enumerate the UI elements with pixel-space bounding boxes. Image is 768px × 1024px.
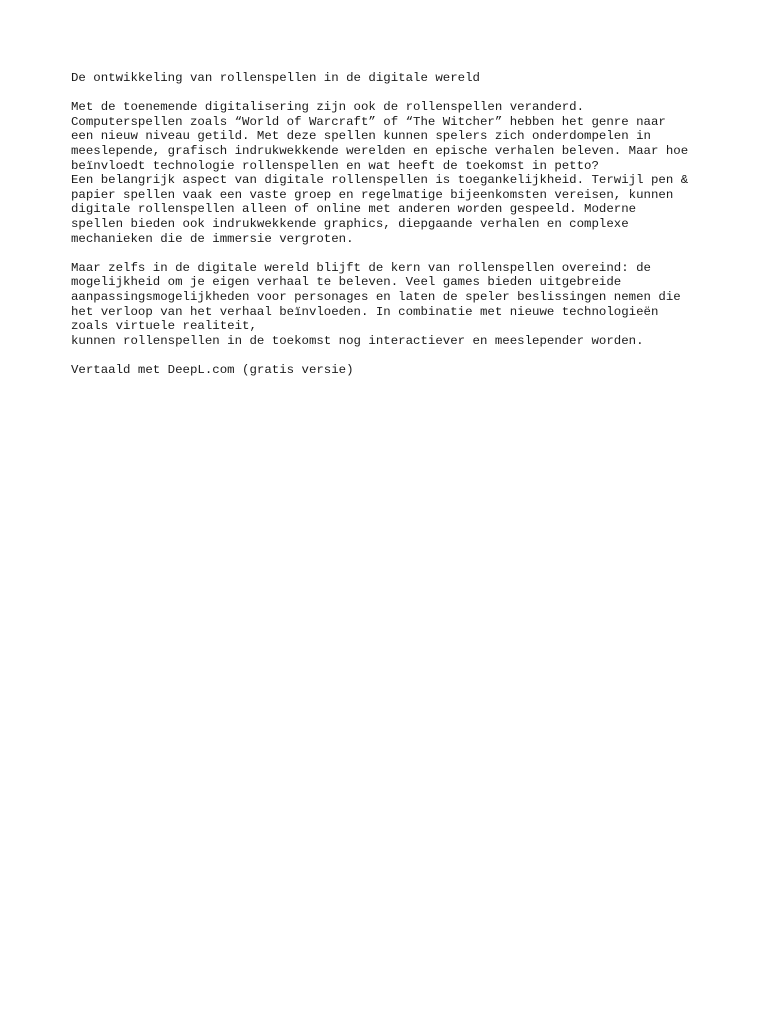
paragraph-line: Een belangrijk aspect van digitale rollenspellen is toegankelijkheid. Terwijl pen & bbox=[71, 173, 689, 188]
document-title: De ontwikkeling van rollenspellen in de digitale wereld bbox=[71, 71, 480, 85]
document-body bbox=[71, 71, 721, 377]
paragraph-line: mogelijkheid om je eigen verhaal te beleven. Veel games bieden uitgebreide bbox=[71, 275, 622, 290]
paragraph-1 bbox=[71, 100, 721, 246]
paragraph-line: zoals virtuele realiteit, bbox=[71, 319, 257, 334]
paragraph-line: mechanieken die de immersie vergroten. bbox=[71, 231, 354, 246]
paragraph-line: digitale rollenspellen alleen of online met anderen worden gespeeld. Moderne bbox=[71, 202, 637, 217]
paragraph-line: Maar zelfs in de digitale wereld blijft de kern van rollenspellen overeind: de bbox=[71, 260, 651, 275]
paragraph-line: een nieuw niveau getild. Met deze spellen kunnen spelers zich onderdompelen in bbox=[71, 129, 651, 144]
paragraph-2 bbox=[71, 261, 721, 349]
paragraph-line: beïnvloedt technologie rollenspellen en wat heeft de toekomst in petto? bbox=[71, 158, 599, 173]
paragraph-line: kunnen rollenspellen in de toekomst nog interactiever en meeslepender worden. bbox=[71, 333, 644, 348]
paragraph-line: het verloop van het verhaal beïnvloeden. In combinatie met nieuwe technologieën bbox=[71, 304, 659, 319]
paragraph-gap bbox=[71, 246, 721, 261]
paragraph-gap bbox=[71, 86, 721, 101]
paragraph-line: Computerspellen zoals “World of Warcraft” of “The Witcher” hebben het genre naar bbox=[71, 114, 666, 129]
translation-footer: Vertaald met DeepL.com (gratis versie) bbox=[71, 362, 354, 377]
paragraph-line: meeslepende, grafisch indrukwekkende werelden en epische verhalen beleven. Maar hoe bbox=[71, 143, 689, 158]
paragraph-line: papier spellen vaak een vaste groep en regelmatige bijeenkomsten vereisen, kunnen bbox=[71, 187, 674, 202]
paragraph-line: spellen bieden ook indrukwekkende graphics, diepgaande verhalen en complexe bbox=[71, 216, 629, 231]
paragraph-gap bbox=[71, 348, 721, 363]
paragraph-line: Met de toenemende digitalisering zijn ook de rollenspellen veranderd. bbox=[71, 100, 585, 115]
paragraph-line: aanpassingsmogelijkheden voor personages en laten de speler beslissingen nemen die bbox=[71, 289, 681, 304]
